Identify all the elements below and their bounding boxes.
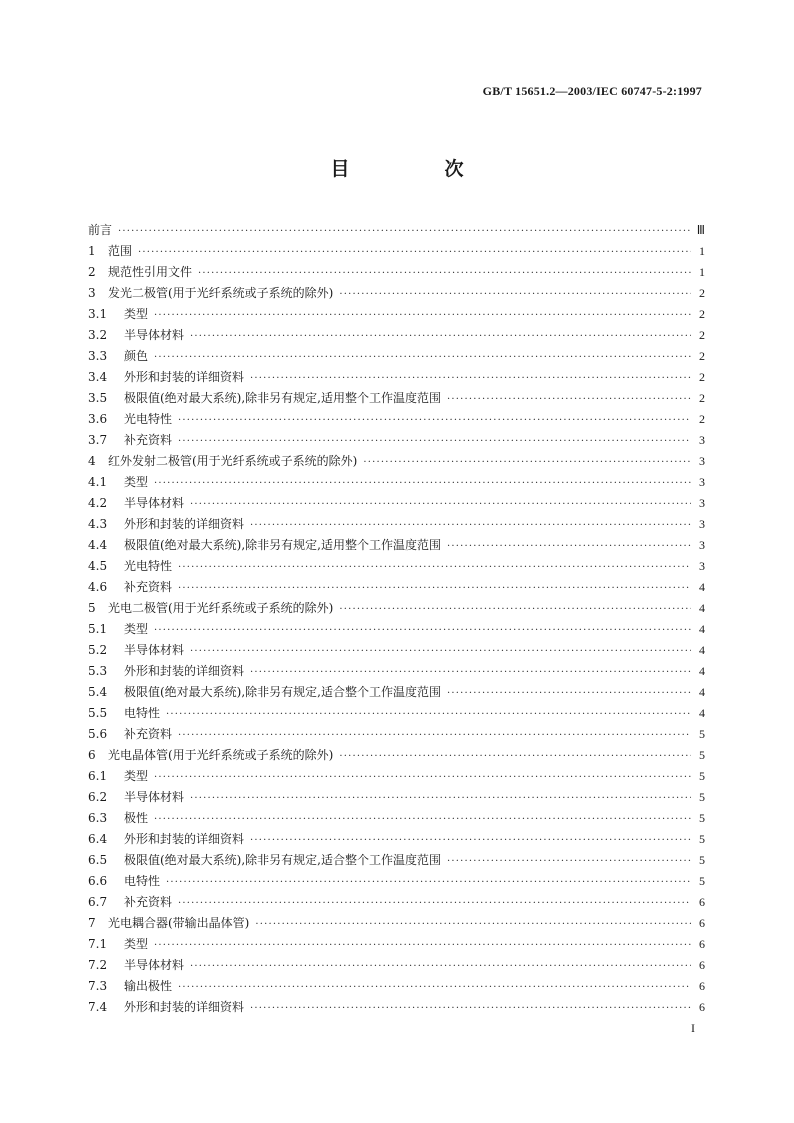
toc-entry-label: 前言 [88,223,113,237]
toc-entry[interactable] [88,850,705,871]
toc-entry-page: 3 [699,433,705,447]
toc-entry-label: 半导体材料 [124,496,185,510]
toc-entry-page: Ⅲ [696,223,705,237]
toc-entry-page: 4 [699,622,705,636]
toc-entry-page: 5 [699,853,705,867]
toc-leader-dots [178,893,691,914]
toc-entry-number: 3.5 [88,391,108,405]
toc-leader-dots [178,578,691,599]
toc-leader-dots [339,746,691,767]
toc-entry[interactable] [88,640,705,661]
toc-entry-label: 半导体材料 [124,790,185,804]
toc-entry-number: 7.3 [88,979,108,993]
toc-entry[interactable] [88,493,705,514]
toc-entry[interactable] [88,472,705,493]
toc-entry-page: 5 [699,832,705,846]
toc-entry[interactable] [88,346,705,367]
toc-entry-number: 4.4 [88,538,108,552]
toc-entry-label: 极限值(绝对最大系统),除非另有规定,适合整个工作温度范围 [124,853,441,867]
toc-entry-page: 1 [699,265,705,279]
toc-entry-label: 光电耦合器(带输出晶体管) [108,916,250,930]
toc-leader-dots [250,368,691,389]
toc-leader-dots [250,515,691,536]
toc-entry-page: 5 [699,727,705,741]
toc-entry-page: 3 [699,559,705,573]
toc-leader-dots [178,431,691,452]
toc-entry[interactable] [88,808,705,829]
toc-entry-number: 3.6 [88,412,108,426]
toc-entry-label: 规范性引用文件 [108,265,193,279]
toc-entry-number: 5 [88,601,96,615]
toc-entry-number: 7.4 [88,1000,108,1014]
toc-entry-page: 4 [699,706,705,720]
toc-entry-label: 光电晶体管(用于光纤系统或子系统的除外) [108,748,334,762]
toc-entry-number: 5.4 [88,685,108,699]
toc-entry-number: 4.5 [88,559,108,573]
toc-entry-label: 外形和封装的详细资料 [124,517,245,531]
toc-entry-number: 4.3 [88,517,108,531]
toc-entry-page: 2 [699,391,705,405]
toc-leader-dots [339,284,691,305]
toc-leader-dots [363,452,691,473]
toc-leader-dots [166,872,691,893]
toc-entry-label: 类型 [124,307,149,321]
toc-leader-dots [447,683,691,704]
toc-entry-page: 6 [699,958,705,972]
toc-entry[interactable] [88,745,705,766]
toc-entry-page: 2 [699,349,705,363]
toc-entry[interactable] [88,997,705,1018]
toc-leader-dots [154,305,691,326]
toc-leader-dots [250,662,691,683]
toc-entry-label: 红外发射二极管(用于光纤系统或子系统的除外) [108,454,358,468]
toc-entry-label: 颜色 [124,349,149,363]
toc-entry-label: 补充资料 [124,433,173,447]
toc-entry-page: 2 [699,328,705,342]
toc-entry-label: 外形和封装的详细资料 [124,1000,245,1014]
toc-entry[interactable] [88,787,705,808]
toc-entry-label: 光电特性 [124,412,173,426]
toc-entry-label: 半导体材料 [124,958,185,972]
toc-entry-number: 2 [88,265,96,279]
toc-entry-number: 6.3 [88,811,108,825]
toc-entry-number: 6.7 [88,895,108,909]
toc-entry[interactable] [88,367,705,388]
toc-entry-number: 5.1 [88,622,108,636]
toc-entry-page: 3 [699,454,705,468]
toc-entry[interactable] [88,451,705,472]
toc-leader-dots [190,326,691,347]
toc-entry[interactable] [88,703,705,724]
toc-entry-label: 类型 [124,937,149,951]
toc-entry[interactable] [88,325,705,346]
toc-leader-dots [178,410,691,431]
standard-number: GB/T 15651.2—2003/IEC 60747-5-2:1997 [482,84,702,98]
toc-leader-dots [166,704,691,725]
page-title: 目 次 [330,158,502,180]
toc-leader-dots [447,536,691,557]
toc-entry-page: 5 [699,769,705,783]
toc-entry-page: 4 [699,664,705,678]
toc-entry-label: 范围 [108,244,133,258]
toc-entry-label: 半导体材料 [124,643,185,657]
toc-entry[interactable] [88,262,705,283]
toc-entry[interactable] [88,598,705,619]
toc-entry[interactable] [88,430,705,451]
toc-entry-number: 7.2 [88,958,108,972]
toc-leader-dots [339,599,691,620]
toc-entry-number: 6 [88,748,96,762]
toc-entry-number: 3.3 [88,349,108,363]
toc-entry-number: 1 [88,244,96,258]
toc-entry-page: 4 [699,643,705,657]
toc-entry[interactable] [88,577,705,598]
toc-entry-label: 电特性 [124,706,161,720]
toc-leader-dots [118,221,691,242]
toc-leader-dots [138,242,691,263]
toc-entry-number: 3.1 [88,307,108,321]
toc-entry-page: 3 [699,475,705,489]
toc-leader-dots [255,914,691,935]
toc-entry[interactable] [88,766,705,787]
toc-leader-dots [154,347,691,368]
toc-entry[interactable] [88,514,705,535]
toc-entry[interactable] [88,682,705,703]
toc-entry-number: 4.2 [88,496,108,510]
toc-entry[interactable] [88,934,705,955]
toc-leader-dots [190,641,691,662]
toc-leader-dots [250,998,691,1019]
toc-entry-label: 外形和封装的详细资料 [124,664,245,678]
toc-entry-page: 5 [699,748,705,762]
toc-entry-number: 6.5 [88,853,108,867]
toc-entry[interactable] [88,976,705,997]
toc-entry-number: 7 [88,916,96,930]
toc-leader-dots [154,473,691,494]
toc-leader-dots [190,956,691,977]
toc-entry-number: 3.2 [88,328,108,342]
toc-entry[interactable] [88,661,705,682]
toc-leader-dots [447,851,691,872]
toc-entry-label: 极限值(绝对最大系统),除非另有规定,适用整个工作温度范围 [124,538,441,552]
toc-leader-dots [178,977,691,998]
toc-entry-number: 4 [88,454,96,468]
toc-leader-dots [198,263,691,284]
toc-leader-dots [154,809,691,830]
toc-entry[interactable] [88,409,705,430]
toc-entry-label: 输出极性 [124,979,173,993]
toc-entry-number: 7.1 [88,937,108,951]
toc-entry-number: 6.1 [88,769,108,783]
toc-entry[interactable] [88,955,705,976]
toc-entry-label: 极限值(绝对最大系统),除非另有规定,适合整个工作温度范围 [124,685,441,699]
toc-entry-number: 5.2 [88,643,108,657]
toc-entry-page: 5 [699,874,705,888]
toc-entry-label: 类型 [124,622,149,636]
toc-entry-page: 2 [699,412,705,426]
toc-leader-dots [190,494,691,515]
toc-entry-label: 极性 [124,811,149,825]
toc-entry[interactable] [88,220,705,241]
toc-leader-dots [190,788,691,809]
toc-entry[interactable] [88,829,705,850]
toc-entry-number: 3.7 [88,433,108,447]
toc-entry[interactable] [88,388,705,409]
toc-leader-dots [250,830,691,851]
toc-entry[interactable] [88,535,705,556]
toc-entry[interactable] [88,871,705,892]
toc-entry-label: 光电特性 [124,559,173,573]
toc-entry[interactable] [88,619,705,640]
toc-entry-label: 补充资料 [124,727,173,741]
table-of-contents [88,220,705,1018]
toc-entry[interactable] [88,241,705,262]
toc-entry-label: 半导体材料 [124,328,185,342]
toc-entry-page: 6 [699,916,705,930]
toc-entry-page: 5 [699,790,705,804]
toc-entry-page: 2 [699,286,705,300]
toc-entry[interactable] [88,283,705,304]
toc-leader-dots [178,725,691,746]
toc-entry-number: 4.6 [88,580,108,594]
toc-entry-number: 6.4 [88,832,108,846]
toc-entry-page: 3 [699,517,705,531]
toc-entry-page: 1 [699,244,705,258]
toc-entry[interactable] [88,304,705,325]
toc-entry-page: 4 [699,580,705,594]
toc-entry-number: 3.4 [88,370,108,384]
toc-entry-number: 3 [88,286,96,300]
toc-entry-page: 3 [699,496,705,510]
toc-leader-dots [447,389,691,410]
toc-entry-page: 6 [699,937,705,951]
toc-entry-page: 6 [699,1000,705,1014]
toc-entry-page: 6 [699,979,705,993]
toc-leader-dots [154,935,691,956]
toc-entry-number: 6.2 [88,790,108,804]
toc-leader-dots [154,620,691,641]
toc-entry-label: 补充资料 [124,895,173,909]
toc-entry[interactable] [88,724,705,745]
toc-entry-number: 5.5 [88,706,108,720]
toc-entry[interactable] [88,892,705,913]
toc-entry-label: 极限值(绝对最大系统),除非另有规定,适用整个工作温度范围 [124,391,441,405]
toc-entry-number: 5.3 [88,664,108,678]
toc-entry-label: 电特性 [124,874,161,888]
toc-entry-label: 外形和封装的详细资料 [124,370,245,384]
toc-entry-page: 4 [699,685,705,699]
toc-entry-label: 类型 [124,475,149,489]
toc-entry-label: 补充资料 [124,580,173,594]
toc-entry-page: 5 [699,811,705,825]
toc-entry-page: 2 [699,307,705,321]
toc-entry-number: 4.1 [88,475,108,489]
toc-entry-number: 6.6 [88,874,108,888]
toc-entry-page: 3 [699,538,705,552]
toc-entry-label: 外形和封装的详细资料 [124,832,245,846]
toc-entry-page: 6 [699,895,705,909]
toc-leader-dots [178,557,691,578]
toc-entry[interactable] [88,556,705,577]
toc-entry-page: 2 [699,370,705,384]
page-number: I [691,1021,695,1035]
toc-entry-number: 5.6 [88,727,108,741]
toc-entry-label: 类型 [124,769,149,783]
toc-entry[interactable] [88,913,705,934]
toc-leader-dots [154,767,691,788]
toc-entry-page: 4 [699,601,705,615]
toc-entry-label: 发光二极管(用于光纤系统或子系统的除外) [108,286,334,300]
toc-entry-label: 光电二极管(用于光纤系统或子系统的除外) [108,601,334,615]
